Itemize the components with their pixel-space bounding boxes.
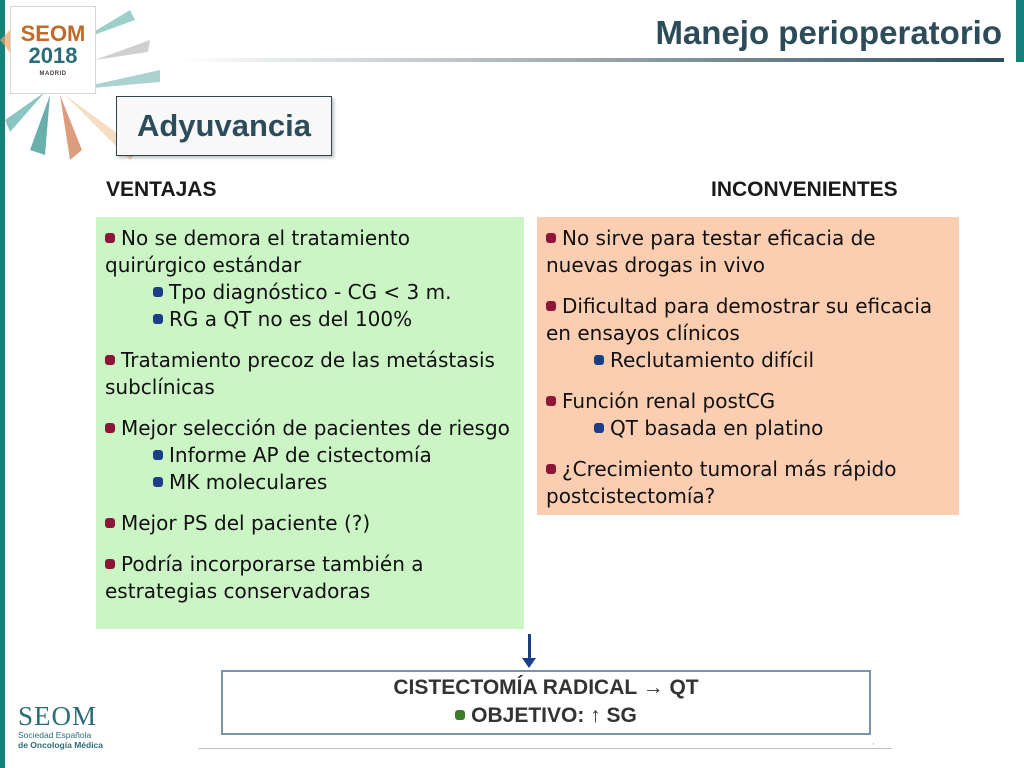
sub-item xyxy=(105,469,516,496)
header-divider xyxy=(180,58,1004,62)
inconveniente-item-3-sub-1: QT basada en platino xyxy=(610,416,824,440)
inconvenientes-heading: INCONVENIENTES xyxy=(711,178,898,201)
conclusion-objective: OBJETIVO: ↑ SG xyxy=(471,704,637,727)
section-title-box xyxy=(116,96,332,156)
bullet-icon xyxy=(455,710,465,720)
ventajas-panel xyxy=(96,217,524,629)
footer-mark: · xyxy=(872,740,875,750)
footer-divider xyxy=(198,748,892,749)
bullet-icon xyxy=(546,464,556,474)
inconveniente-item-2-sub-1: Reclutamiento difícil xyxy=(610,348,815,372)
sub-item xyxy=(105,442,516,469)
bullet-icon xyxy=(153,314,163,324)
bullet-icon xyxy=(153,477,163,487)
ventaja-item-1: No se demora el tratamiento quirúrgico estándar xyxy=(105,226,410,277)
ventaja-item-2: Tratamiento precoz de las metástasis subclínicas xyxy=(105,348,495,399)
bullet-icon xyxy=(594,423,604,433)
conclusion-title: CISTECTOMÍA RADICAL → QT xyxy=(393,676,699,699)
bullet-icon xyxy=(546,233,556,243)
down-arrow-head-icon xyxy=(522,658,536,668)
event-logo xyxy=(10,6,96,94)
ventaja-item-1-sub-1: Tpo diagnóstico - CG < 3 m. xyxy=(169,280,452,304)
section-title: Adyuvancia xyxy=(136,108,311,143)
conclusion-objective-row xyxy=(223,704,869,728)
bullet-icon xyxy=(594,355,604,365)
bullet-icon xyxy=(546,301,556,311)
conclusion-box xyxy=(221,670,871,735)
list-item xyxy=(105,551,516,605)
ventaja-item-4: Mejor PS del paciente (?) xyxy=(121,511,371,535)
inconveniente-item-4: ¿Crecimiento tumoral más rápido postcistectomía? xyxy=(546,457,897,508)
ventaja-item-3-sub-1: Informe AP de cistectomía xyxy=(169,443,432,467)
society-logo-text: SEOM xyxy=(18,701,98,731)
list-item xyxy=(546,293,951,374)
list-item xyxy=(105,225,516,333)
sub-item xyxy=(546,415,951,442)
bullet-icon xyxy=(105,233,115,243)
sub-item xyxy=(105,279,516,306)
logo-year-text: 2018 xyxy=(28,43,78,68)
ventaja-item-5: Podría incorporarse también a estrategias conservadoras xyxy=(105,552,424,603)
bullet-icon xyxy=(105,423,115,433)
bullet-icon xyxy=(105,355,115,365)
society-name-line-1: Sociedad Española xyxy=(18,730,92,740)
bullet-icon xyxy=(153,287,163,297)
bullet-icon xyxy=(153,450,163,460)
slide-header-title: Manejo perioperatorio xyxy=(655,14,1002,51)
list-item xyxy=(546,388,951,442)
list-item xyxy=(105,510,516,537)
bullet-icon xyxy=(105,518,115,528)
ventajas-heading: VENTAJAS xyxy=(106,178,217,201)
society-name-line-2: de Oncología Médica xyxy=(18,740,104,750)
list-item xyxy=(105,415,516,496)
inconveniente-item-1: No sirve para testar eficacia de nuevas drogas in vivo xyxy=(546,226,876,277)
list-item xyxy=(105,347,516,401)
inconveniente-item-2: Dificultad para demostrar su eficacia en ensayos clínicos xyxy=(546,294,933,345)
society-logo xyxy=(18,702,103,750)
ventaja-item-3-sub-2: MK moleculares xyxy=(169,470,328,494)
sub-item xyxy=(546,347,951,374)
inconvenientes-panel xyxy=(537,217,959,515)
list-item xyxy=(546,456,951,510)
logo-city-text: MADRID xyxy=(39,71,67,77)
list-item xyxy=(546,225,951,279)
sub-item xyxy=(105,306,516,333)
bullet-icon xyxy=(546,396,556,406)
ventaja-item-1-sub-2: RG a QT no es del 100% xyxy=(169,307,413,331)
bullet-icon xyxy=(105,559,115,569)
right-accent-bar xyxy=(1016,0,1024,62)
ventaja-item-3: Mejor selección de pacientes de riesgo xyxy=(121,416,510,440)
down-arrow-icon xyxy=(528,634,531,660)
logo-seom-text: SEOM xyxy=(20,21,86,46)
inconveniente-item-3: Función renal postCG xyxy=(562,389,776,413)
